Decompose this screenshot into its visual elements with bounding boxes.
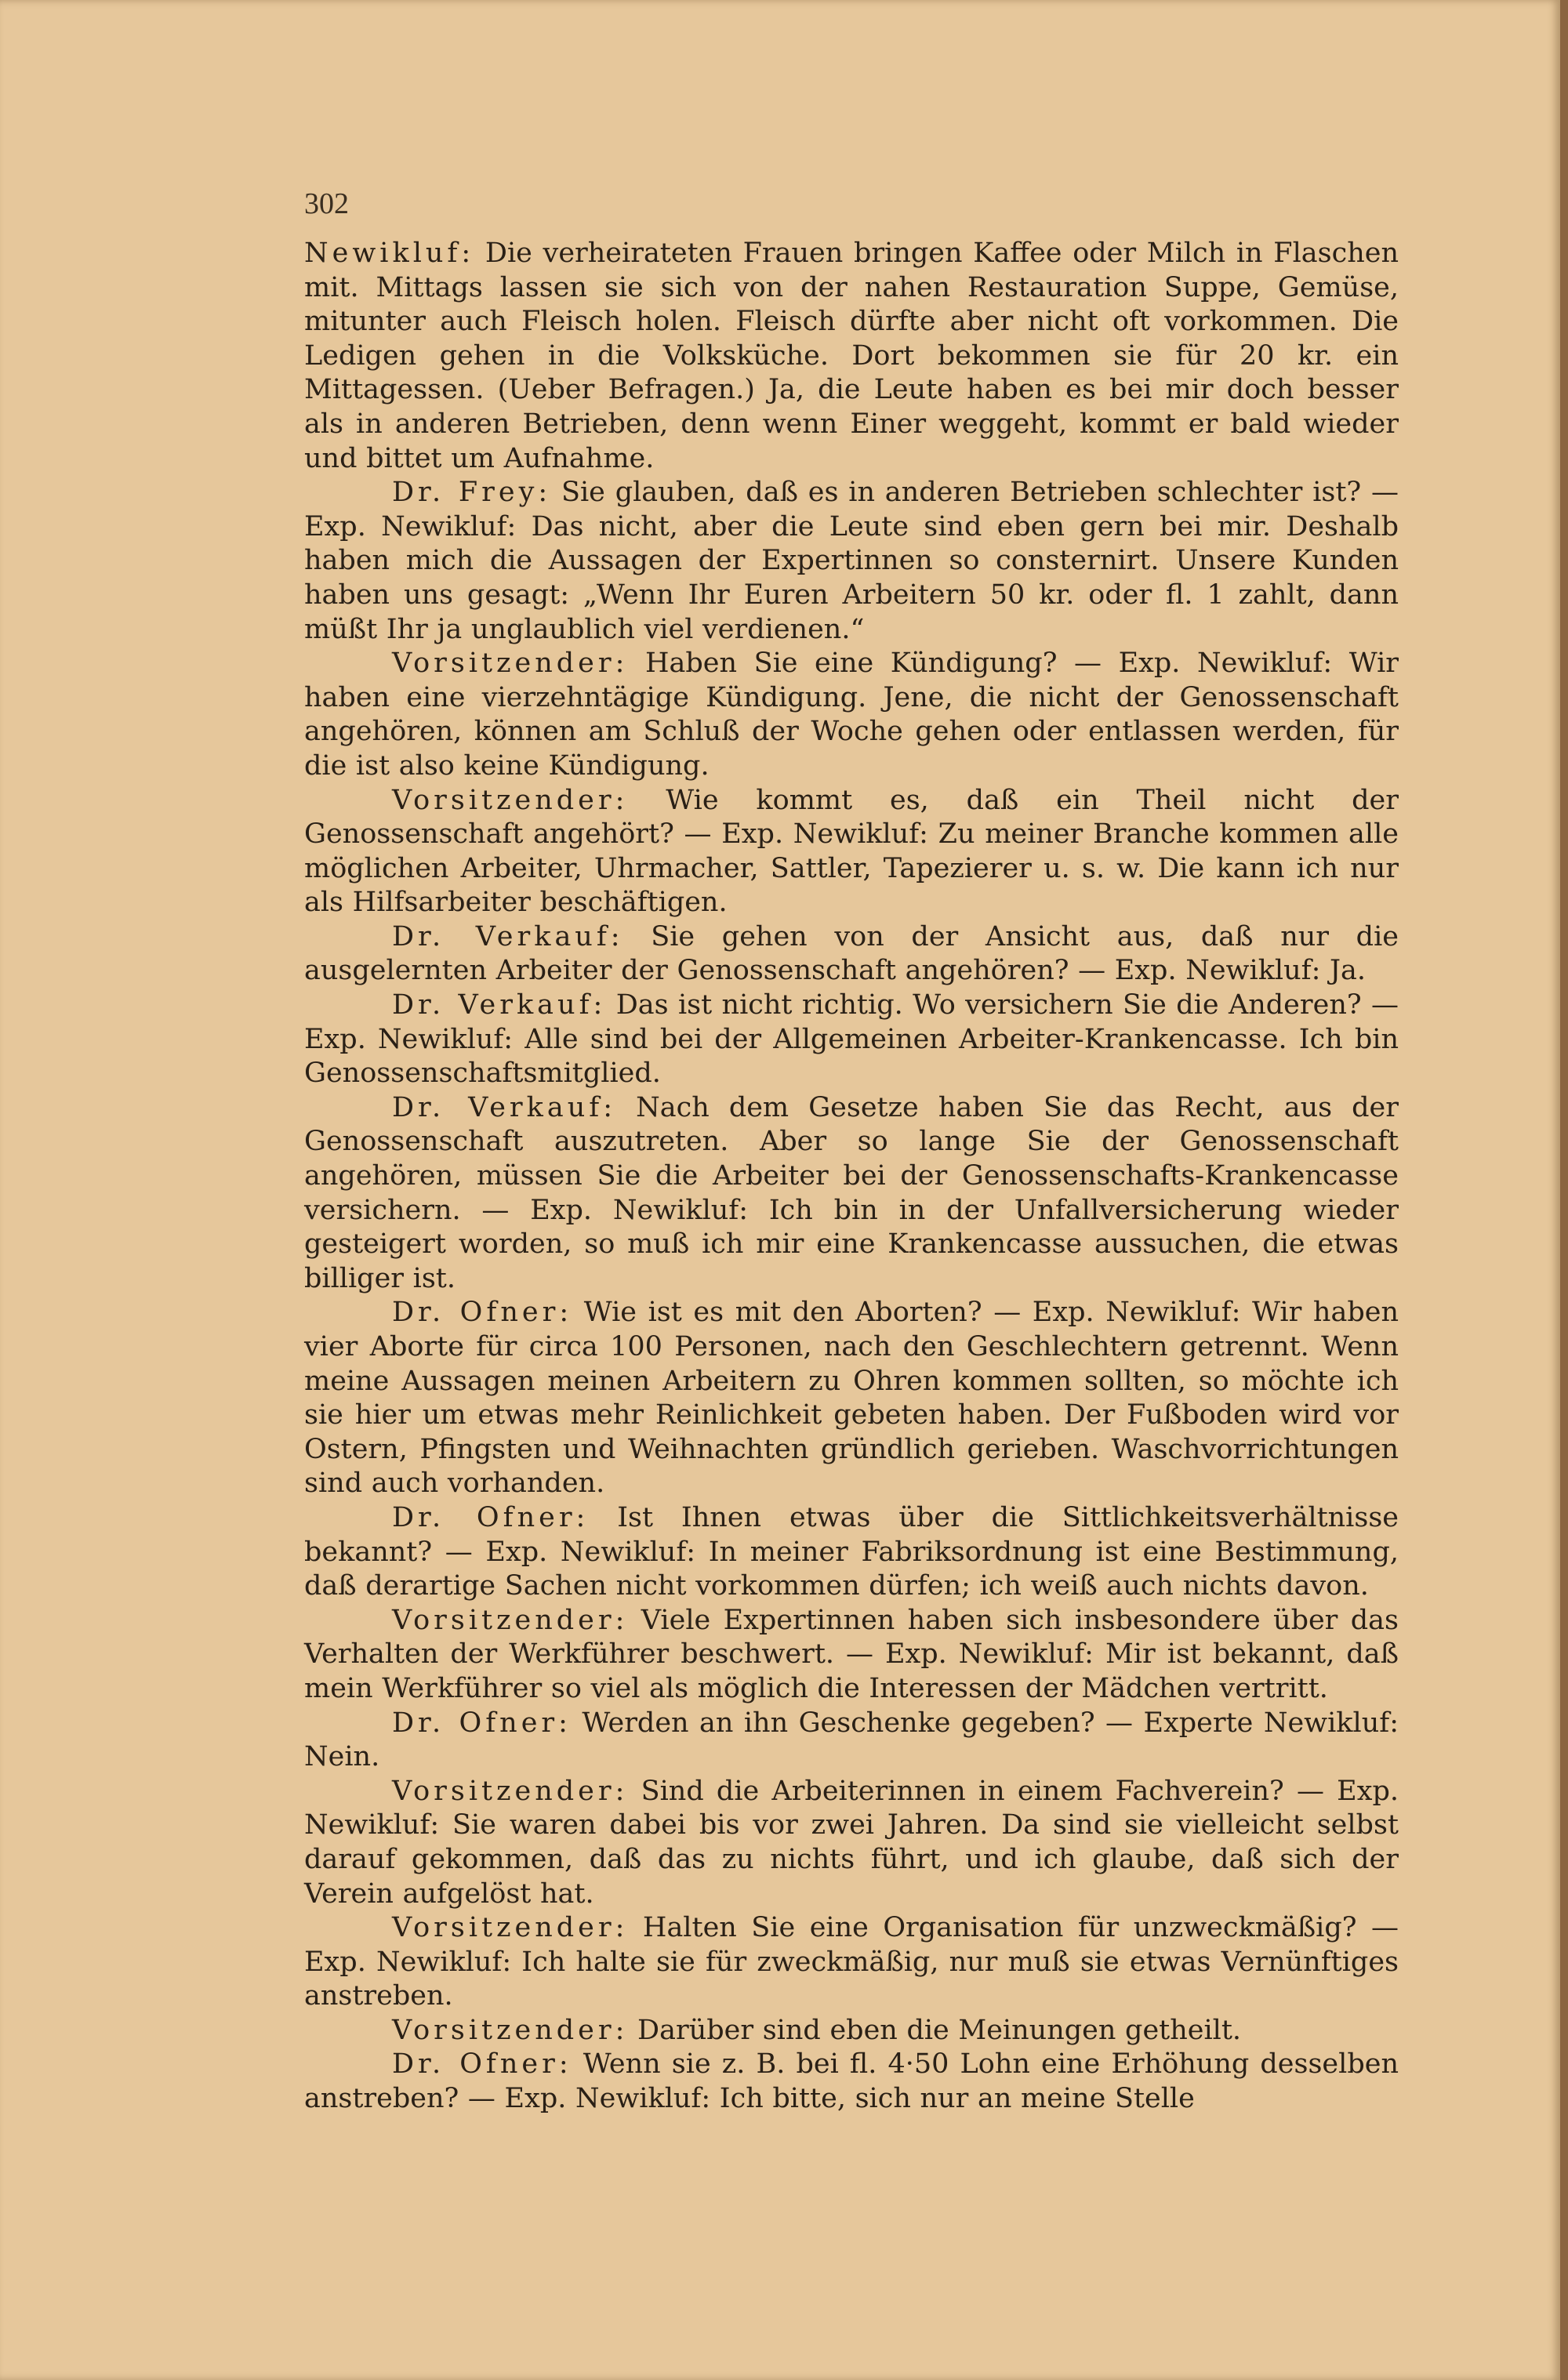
speaker-label: Vorsitzender: bbox=[392, 1775, 629, 1807]
speaker-label: Dr. Verkauf: bbox=[392, 920, 624, 952]
paragraph-text: Das ist nicht richtig. Wo versichern Sie die Anderen? — Exp. Newikluf: Alle sind bei der Allgemeinen Arbeiter-Krankencasse. Ich bin Genossenschaftsmitglied. bbox=[304, 989, 1399, 1090]
paragraph bbox=[304, 237, 1399, 476]
paragraph-text: Werden an ihn Geschenke gegeben? — Experte Newikluf: Nein. bbox=[304, 1707, 1399, 1773]
speaker-label: Dr. Verkauf: bbox=[392, 1091, 617, 1123]
speaker-label: Vorsitzender: bbox=[392, 648, 629, 680]
paragraph-text: Wie kommt es, daß ein Theil nicht der Genossenschaft angehört? — Exp. Newikluf: Zu meiner Branche kommen alle möglichen Arbeiter, Uhrmacher, Sattler, Tapezierer u. s. w. Die kann ich nur als Hilfsarbeiter beschäftigen. bbox=[304, 784, 1399, 919]
paragraph-text: Viele Expertinnen haben sich insbesondere über das Verhalten der Werkführer beschwert. — Exp. Newikluf: Mir ist bekannt, daß mein Werkführer so viel als möglich die Interessen der Mädchen vertritt. bbox=[304, 1604, 1399, 1704]
paragraph-text: Darüber sind eben die Meinungen getheilt. bbox=[628, 2014, 1242, 2046]
speaker-label: Vorsitzender: bbox=[392, 1604, 629, 1636]
paragraph bbox=[304, 476, 1399, 647]
speaker-label: Dr. Verkauf: bbox=[392, 989, 607, 1021]
speaker-label: Newikluf: bbox=[304, 238, 475, 269]
paragraph bbox=[304, 647, 1399, 783]
paragraph bbox=[304, 989, 1399, 1091]
paragraph bbox=[304, 1911, 1399, 2014]
paragraph-text: Sie glauben, daß es in anderen Betrieben schlechter ist? — Exp. Newikluf: Das nicht, aber die Leute sind eben gern bei mir. Deshalb haben mich die Aussagen der Expertinnen so consternirt. Unsere Kunden haben uns gesagt: „Wenn Ihr Euren Arbeitern 50 kr. oder fl. 1 zahlt, dann müßt Ihr ja unglaublich viel verdienen.“ bbox=[304, 477, 1399, 645]
paragraph-text: Halten Sie eine Organisation für unzweckmäßig? — Exp. Newikluf: Ich halte sie für zweckmäßig, nur muß sie etwas Vernünftiges anstreben. bbox=[304, 1912, 1399, 2012]
paragraph-text: Nach dem Gesetze haben Sie das Recht, aus der Genossenschaft auszutreten. Aber so lange Sie der Genossenschaft angehören, müssen Sie die Arbeiter bei der Genossenschafts-Krankencasse versichern. — Exp. Newikluf: Ich bin in der Unfallversicherung wieder gesteigert worden, so muß ich mir eine Krankencasse aussuchen, die etwas billiger ist. bbox=[304, 1091, 1399, 1294]
paragraph bbox=[304, 1707, 1399, 1775]
paragraph bbox=[304, 2014, 1399, 2048]
paragraph bbox=[304, 2048, 1399, 2116]
page-number: 302 bbox=[304, 187, 349, 220]
paragraph-text: Sie gehen von der Ansicht aus, daß nur die ausgelernten Arbeiter der Genossenschaft angehören? — Exp. Newikluf: Ja. bbox=[304, 920, 1399, 987]
paragraph-text: Haben Sie eine Kündigung? — Exp. Newikluf: Wir haben eine vierzehntägige Kündigung. Jene, die nicht der Genossenschaft angehören, können am Schluß der Woche gehen oder entlassen werden, für die ist also keine Kündigung. bbox=[304, 648, 1399, 782]
speaker-label: Dr. Frey: bbox=[392, 477, 552, 509]
speaker-label: Dr. Ofner: bbox=[392, 1707, 572, 1739]
text-block bbox=[304, 187, 1399, 2117]
paragraph bbox=[304, 1296, 1399, 1501]
paragraph-text: Wenn sie z. B. bei fl. 4·50 Lohn eine Erhöhung desselben anstreben? — Exp. Newikluf: Ich bitte, sich nur an meine Stelle bbox=[304, 2048, 1399, 2115]
paragraph bbox=[304, 920, 1399, 989]
page-edge bbox=[1560, 0, 1568, 2380]
paragraph bbox=[304, 1501, 1399, 1604]
speaker-label: Vorsitzender: bbox=[392, 1912, 629, 1944]
paragraph bbox=[304, 1775, 1399, 1911]
speaker-label: Dr. Ofner: bbox=[392, 1501, 590, 1533]
speaker-label: Dr. Ofner: bbox=[392, 1297, 573, 1329]
paragraph-text: Wie ist es mit den Aborten? — Exp. Newikluf: Wir haben vier Aborte für circa 100 Personen, nach den Geschlechtern getrennt. Wenn meine Aussagen meinen Arbeitern zu Ohren kommen sollten, so möchte ich sie hier um etwas mehr Reinlichkeit gebeten haben. Der Fußboden wird vor Ostern, Pfingsten und Weihnachten gründlich gerieben. Waschvorrichtungen sind auch vorhanden. bbox=[304, 1297, 1399, 1500]
paragraph bbox=[304, 1604, 1399, 1707]
paragraph-text: Sind die Arbeiterinnen in einem Fachverein? — Exp. Newikluf: Sie waren dabei bis vor zwei Jahren. Da sind sie vielleicht selbst darauf gekommen, daß das zu nichts führt, und ich glaube, daß sich der Verein aufgelöst hat. bbox=[304, 1775, 1399, 1910]
paragraph bbox=[304, 784, 1399, 920]
speaker-label: Dr. Ofner: bbox=[392, 2048, 572, 2081]
paragraph bbox=[304, 1091, 1399, 1297]
speaker-label: Vorsitzender: bbox=[392, 2014, 629, 2046]
paragraph-text: Die verheirateten Frauen bringen Kaffee oder Milch in Flaschen mit. Mittags lassen sie sich von der nahen Restauration Suppe, Gemüse, mitunter auch Fleisch holen. Fleisch dürfte aber nicht oft vorkommen. Die Ledigen gehen in die Volksküche. Dort bekommen sie für 20 kr. ein Mittagessen. (Ueber Befragen.) Ja, die Leute haben es bei mir doch besser als in anderen Betrieben, denn wenn Einer weggeht, kommt er bald wieder und bittet um Aufnahme. bbox=[304, 238, 1399, 474]
paragraph-text: Ist Ihnen etwas über die Sittlichkeitsverhältnisse bekannt? — Exp. Newikluf: In meiner Fabriksordnung ist eine Bestimmung, daß derartige Sachen nicht vorkommen dürfen; ich weiß auch nichts davon. bbox=[304, 1501, 1399, 1602]
speaker-label: Vorsitzender: bbox=[392, 784, 629, 816]
